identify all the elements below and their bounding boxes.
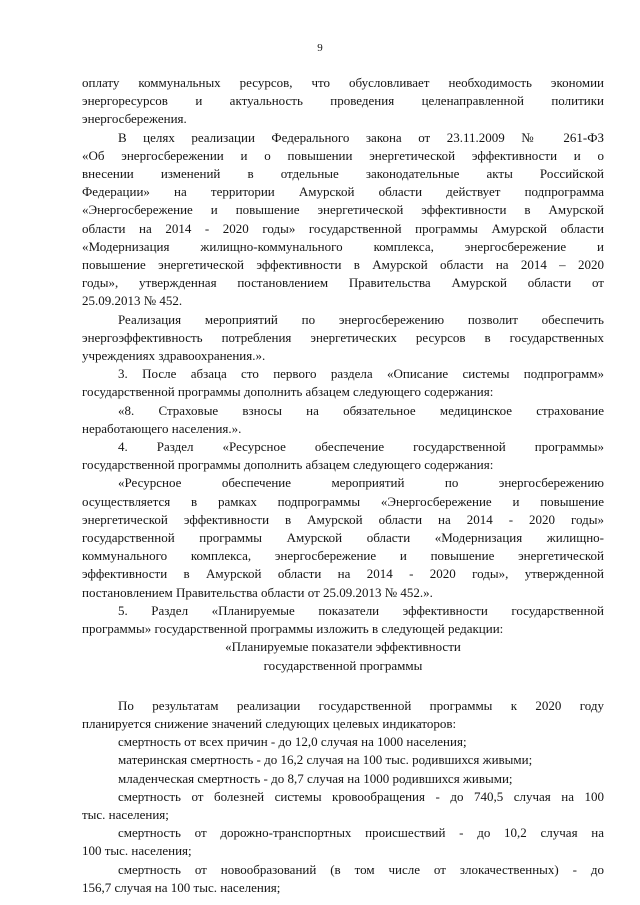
- text-line: государственной программы Амурской области «Модернизация жилищно-: [82, 530, 604, 546]
- indicator-item: [82, 824, 604, 860]
- text-line: смертность от дорожно-транспортных происшествий - до 10,2 случая на: [118, 825, 604, 841]
- paragraph-energy-efficiency: [82, 311, 604, 366]
- text-line: энергетической эффективности в Амурской области на 2014 - 2020 годы»: [82, 511, 604, 527]
- text-line: В целях реализации Федерального закона от 23.11.2009 № 261-ФЗ: [118, 129, 604, 145]
- text-line: государственной программы дополнить абзацем следующего содержания:: [82, 384, 494, 400]
- text-line: оплату коммунальных ресурсов, что обусловливает необходимость экономии: [82, 75, 604, 90]
- indicator-item: [82, 770, 604, 788]
- text-line: планируется снижение значений следующих целевых индикаторов:: [82, 715, 457, 731]
- text-line: 5. Раздел «Планируемые показатели эффективности государственной: [118, 602, 604, 618]
- text-line: повышение энергетической эффективности в Амурской области на 2014 – 2020: [82, 257, 604, 273]
- paragraph-item-4: [82, 438, 604, 474]
- indicator-item: [82, 751, 604, 769]
- section-heading-line: государственной программы: [263, 657, 423, 673]
- text-line: материнская смертность - до 16,2 случая на 100 тыс. родившихся живыми;: [118, 752, 533, 768]
- text-line: энергоресурсов и актуальность проведения целенаправленной политики: [82, 93, 604, 109]
- text-line: эффективности в Амурской области на 2014 - 2020 годы», утвержденной: [82, 566, 604, 582]
- text-line: программы» государственной программы изложить в следующей редакции:: [82, 621, 504, 637]
- paragraph-item-3: [82, 365, 604, 401]
- text-line: младенческая смертность - до 8,7 случая на 1000 родившихся живыми;: [118, 770, 513, 786]
- text-line: неработающего населения.».: [82, 420, 242, 436]
- text-line: внесении изменений в отдельные законодательные акты Российской: [82, 166, 604, 182]
- text-line: «Ресурсное обеспечение мероприятий по энергосбережению: [118, 475, 604, 491]
- text-line: 3. После абзаца сто первого раздела «Описание системы подпрограмм»: [118, 366, 604, 382]
- text-line: смертность от всех причин - до 12,0 случая на 1000 населения;: [118, 734, 467, 750]
- text-line: государственной программы дополнить абзацем следующего содержания:: [82, 457, 494, 473]
- text-line: области на 2014 - 2020 годы» государственной программы Амурской области: [82, 220, 604, 236]
- text-line: Реализация мероприятий по энергосбережению позволит обеспечить: [118, 311, 604, 327]
- paragraph-resource-provision: [82, 474, 604, 601]
- text-line: 156,7 случая на 100 тыс. населения;: [82, 879, 281, 895]
- text-line: энергосбережения.: [82, 111, 187, 127]
- text-line: смертность от новообразований (в том числе от злокачественных) - до: [118, 861, 604, 877]
- indicator-item: [82, 788, 604, 824]
- text-line: «Модернизация жилищно-коммунального комплекса, энергосбережение и: [82, 238, 604, 254]
- text-line: смертность от болезней системы кровообращения - до 740,5 случая на 100: [118, 788, 604, 804]
- paragraph-intro-continuation: [82, 74, 604, 129]
- paragraph-insurance: [82, 402, 604, 438]
- text-line: постановлением Правительства области от 25.09.2013 № 452.».: [82, 584, 433, 600]
- paragraph-federal-law: [82, 129, 604, 311]
- paragraph-results: [82, 697, 604, 733]
- text-line: 25.09.2013 № 452.: [82, 293, 183, 309]
- document-body: [82, 74, 604, 897]
- text-line: учреждениях здравоохранения.».: [82, 348, 266, 364]
- paragraph-item-5: [82, 602, 604, 638]
- text-line: тыс. населения;: [82, 806, 169, 822]
- page-number: 9: [317, 42, 323, 54]
- text-line: коммунального комплекса, энергосбережение и повышение энергетической: [82, 548, 604, 564]
- text-line: годы», утвержденная постановлением Правительства Амурской области от: [82, 275, 604, 291]
- text-line: осуществляется в рамках подпрограммы «Энергосбережение и повышение: [82, 493, 604, 509]
- text-line: Федерации» на территории Амурской области действует подпрограмма: [82, 184, 604, 200]
- section-heading-line: «Планируемые показатели эффективности: [225, 639, 461, 655]
- text-line: По результатам реализации государственной программы к 2020 году: [118, 697, 604, 713]
- text-line: «8. Страховые взносы на обязательное медицинское страхование: [118, 402, 604, 418]
- section-heading: [82, 638, 604, 674]
- indicator-item: [82, 861, 604, 897]
- indicator-item: [82, 733, 604, 751]
- text-line: 100 тыс. населения;: [82, 843, 192, 859]
- text-line: 4. Раздел «Ресурсное обеспечение государственной программы»: [118, 439, 604, 455]
- text-line: «Энергосбережение и повышение энергетической эффективности в Амурской: [82, 202, 604, 218]
- text-line: энергоэффективность потребления энергетических ресурсов в государственных: [82, 329, 604, 345]
- text-line: «Об энергосбережении и о повышении энергетической эффективности и о: [82, 147, 604, 163]
